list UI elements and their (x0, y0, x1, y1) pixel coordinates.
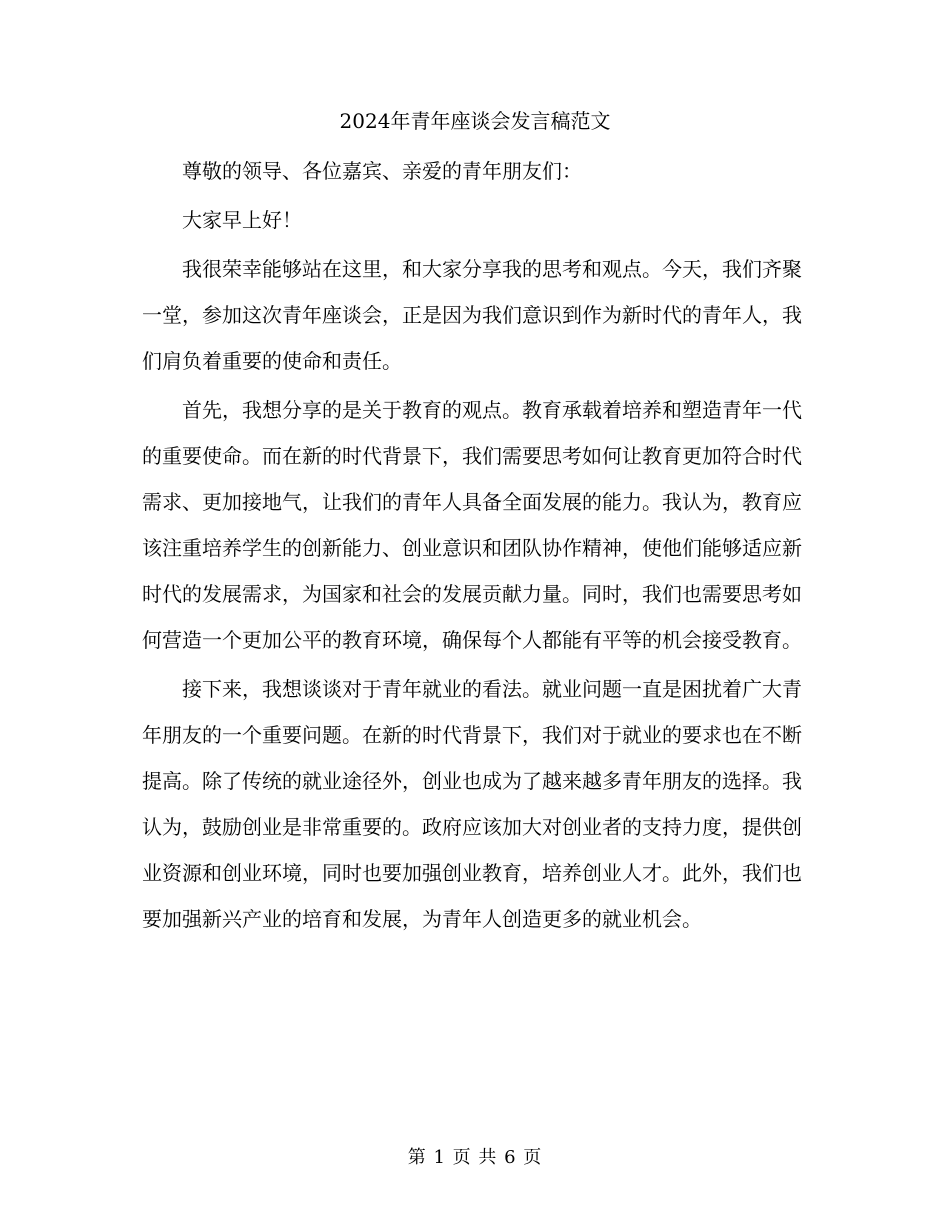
education-paragraph: 首先，我想分享的是关于教育的观点。教育承载着培养和塑造青年一代的重要使命。而在新的时代背景下，我们需要思考如何让教育更加符合时代需求、更加接地气，让我们的青年人具备全面发展的能力。我认为，教育应该注重培养学生的创新能力、创业意识和团队协作精神，使他们能够适应新时代的发展需求，为国家和社会的发展贡献力量。同时，我们也需要思考如何营造一个更加公平的教育环境，确保每个人都能有平等的机会接受教育。 (142, 398, 802, 652)
greeting-paragraph: 大家早上好！ (182, 208, 302, 232)
document-title: 2024年青年座谈会发言稿范文 (339, 109, 611, 133)
document-body (142, 148, 802, 945)
intro-paragraph: 我很荣幸能够站在这里，和大家分享我的思考和观点。今天，我们齐聚一堂，参加这次青年座谈会，正是因为我们意识到作为新时代的青年人，我们肩负着重要的使命和责任。 (142, 257, 802, 373)
salutation-paragraph: 尊敬的领导、各位嘉宾、亲爱的青年朋友们： (182, 159, 582, 183)
employment-paragraph: 接下来，我想谈谈对于青年就业的看法。就业问题一直是困扰着广大青年朋友的一个重要问题。在新的时代背景下，我们对于就业的要求也在不断提高。除了传统的就业途径外，创业也成为了越来越多青年朋友的选择。我认为，鼓励创业是非常重要的。政府应该加大对创业者的支持力度，提供创业资源和创业环境，同时也要加强创业教育，培养创业人才。此外，我们也要加强新兴产业的培育和发展，为青年人创造更多的就业机会。 (142, 677, 802, 931)
page-number-footer: 第 1 页 共 6 页 (407, 1147, 543, 1168)
